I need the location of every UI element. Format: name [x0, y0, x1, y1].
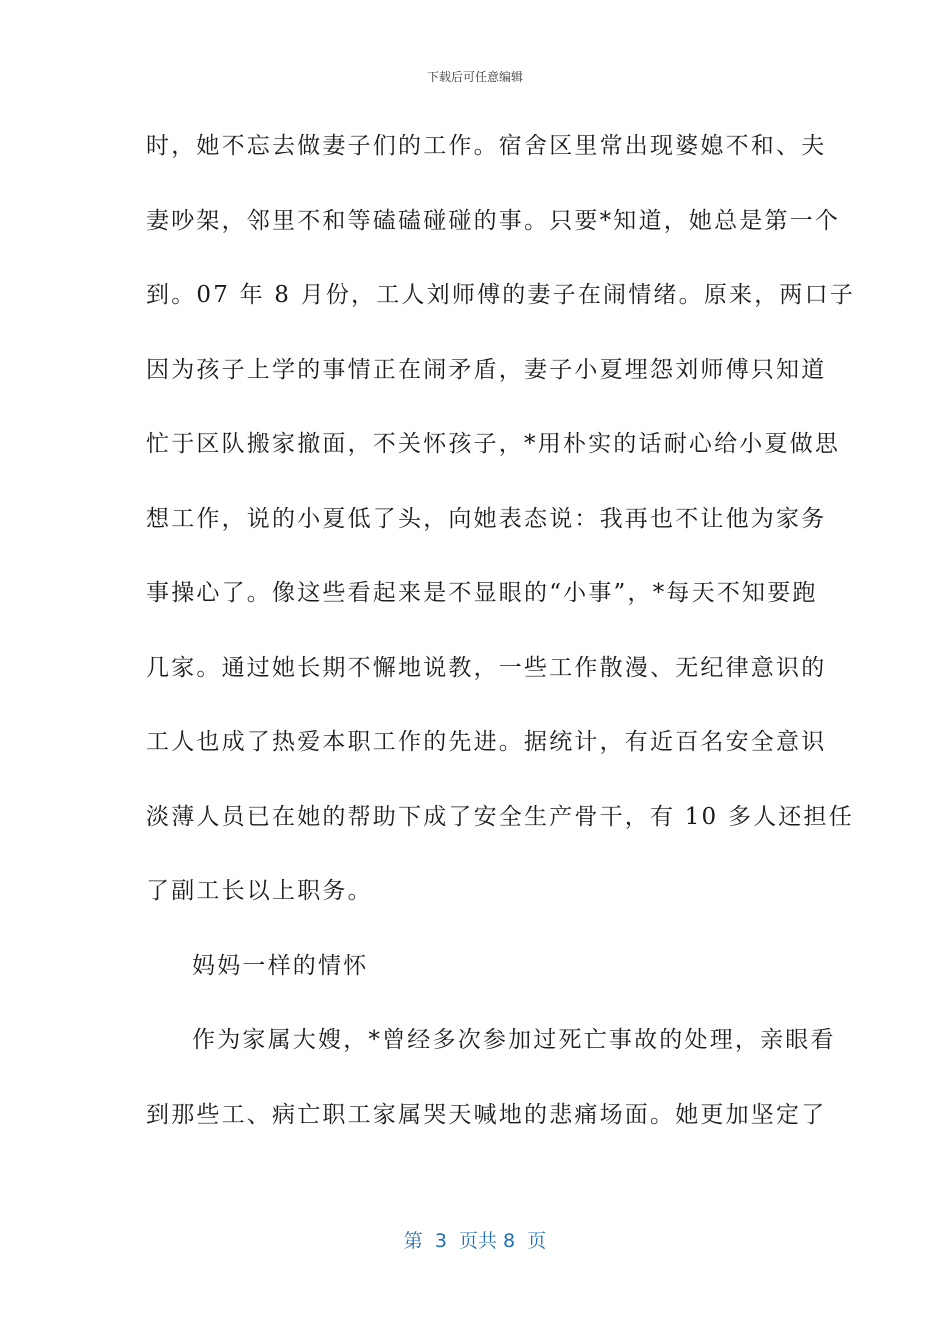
paragraph-line: 到。07 年 8 月份，工人刘师傅的妻子在闹情绪。原来，两口子 [146, 282, 856, 308]
document-body [146, 126, 856, 1169]
paragraph-line: 了副工长以上职务。 [146, 878, 373, 904]
header-note: 下载后可任意编辑 [426, 70, 523, 84]
paragraph-line: 想工作，说的小夏低了头，向她表态说：我再也不让他为家务 [146, 505, 827, 532]
paragraph-line: 事操心了。像这些看起来是不显眼的“小事”，*每天不知要跑 [146, 580, 818, 606]
paragraph-line: 到那些工、病亡职工家属哭天喊地的悲痛场面。她更加坚定了 [146, 1101, 827, 1128]
paragraph-line: 淡薄人员已在她的帮助下成了安全生产骨干，有 10 多人还担任 [146, 803, 854, 830]
paragraph-line: 工人也成了热爱本职工作的先进。据统计，有近百名安全意识 [146, 729, 827, 755]
paragraph-line: 妻吵架，邻里不和等磕磕碰碰的事。只要*知道，她总是第一个 [146, 207, 841, 234]
paragraph-line: 作为家属大嫂，*曾经多次参加过死亡事故的处理，亲眼看 [192, 1027, 836, 1053]
paragraph-line: 因为孩子上学的事情正在闹矛盾，妻子小夏埋怨刘师傅只知道 [146, 356, 827, 383]
section-heading: 妈妈一样的情怀 [192, 952, 369, 979]
page-number: 第 3 页共 8 页 [403, 1230, 547, 1252]
paragraph-line: 时，她不忘去做妻子们的工作。宿舍区里常出现婆媳不和、夫 [146, 133, 827, 159]
paragraph-line: 几家。通过她长期不懈地说教，一些工作散漫、无纪律意识的 [146, 654, 827, 681]
paragraph-line: 忙于区队搬家撤面，不关怀孩子，*用朴实的话耐心给小夏做思 [146, 431, 841, 457]
